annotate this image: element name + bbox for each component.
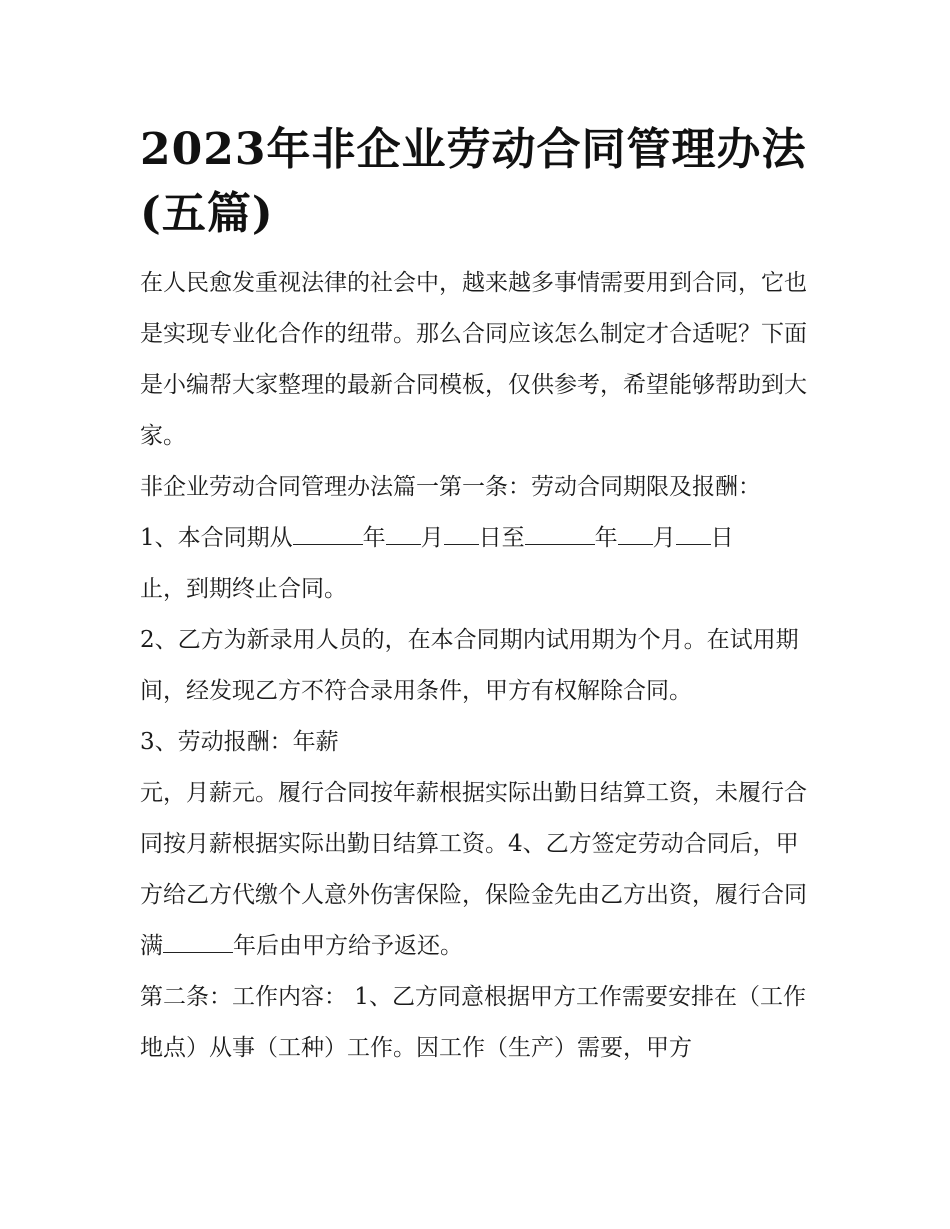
label-year: 年	[362, 525, 386, 551]
label-month: 月	[652, 525, 676, 551]
document-title: 2023年非企业劳动合同管理办法(五篇)	[140, 124, 807, 239]
blank-end-month[interactable]	[618, 520, 653, 545]
blank-end-day[interactable]	[676, 520, 711, 545]
clause-1	[140, 513, 820, 564]
blank-end-year[interactable]	[525, 520, 595, 545]
clause-3-heading: 3、劳动报酬：年薪	[140, 729, 339, 755]
clause-1-prefix: 1、本合同期从	[140, 525, 293, 551]
blank-start-day[interactable]	[444, 520, 479, 545]
blank-start-year[interactable]	[293, 520, 363, 545]
blank-start-month[interactable]	[386, 520, 421, 545]
article-2: 第二条：工作内容： 1、乙方同意根据甲方工作需要安排在（工作地点）从事（工种）工作。因工作（生产）需要，甲方	[140, 984, 806, 1061]
label-month: 月	[420, 525, 444, 551]
clause-3-text: 元，月薪元。履行合同按年薪根据实际出勤日结算工资，未履行合同按月薪根据实际出勤日结算工资。4、乙方签定劳动合同后，甲方给乙方代缴个人意外伤害保险，保险金先由乙方出资，履行合同满	[140, 780, 807, 959]
intro-paragraph: 在人民愈发重视法律的社会中，越来越多事情需要用到合同，它也是实现专业化合作的纽带。那么合同应该怎么制定才合适呢？下面是小编帮大家整理的最新合同模板，仅供参考，希望能够帮助到大家。	[140, 270, 807, 449]
label-day-to: 日至	[478, 525, 525, 551]
document-body	[140, 118, 820, 1074]
clause-2: 2、乙方为新录用人员的，在本合同期内试用期为个月。在试用期间，经发现乙方不符合录用条件，甲方有权解除合同。	[140, 627, 799, 704]
clause-3-suffix: 年后由甲方给予返还。	[233, 933, 463, 959]
clause-1-continued: 止，到期终止合同。	[140, 576, 347, 602]
label-year: 年	[594, 525, 618, 551]
section-heading-1: 非企业劳动合同管理办法篇一第一条：劳动合同期限及报酬：	[140, 474, 761, 500]
clause-3-body	[140, 768, 820, 972]
label-day: 日	[710, 525, 734, 551]
blank-years[interactable]	[163, 928, 233, 953]
